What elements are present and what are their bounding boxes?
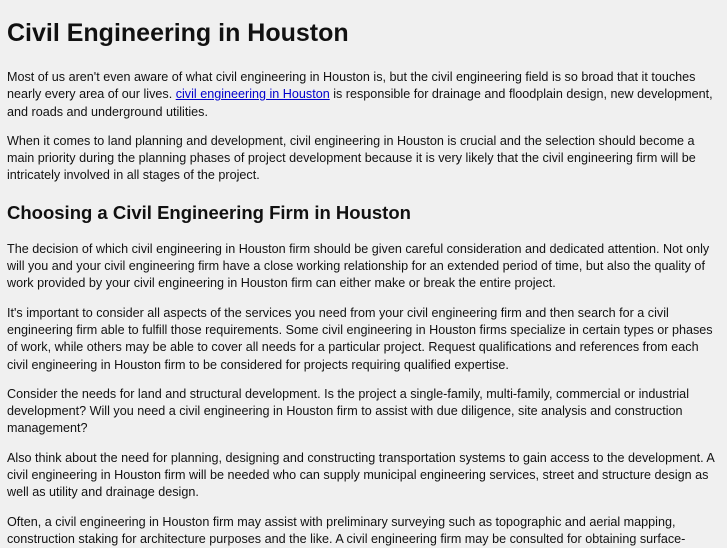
- page-title: Civil Engineering in Houston: [7, 19, 349, 47]
- intro-paragraph-1: [7, 69, 719, 121]
- intro-paragraph-2: When it comes to land planning and development, civil engineering in Houston is crucial and the selection should become a main priority during the planning phases of project development because it is very likely that the civil engineering firm will be intricately involved in all stages of the project.: [7, 133, 696, 183]
- section-paragraph-2: It's important to consider all aspects of the services you need from your civil engineering firm and then search for a civil engineering firm able to fulfill those requirements. Some civil engineering in Houston firms specialize in certain types or phases of work, while others may be able to cover all needs for a particular project. Request qualifications and references from each civil engineering in Houston firm to be considered for projects requiring qualified expertise.: [7, 305, 713, 372]
- intro-text-after-link: is responsible for drainage and floodplain design, new development, and roads and underground utilities.: [7, 87, 713, 119]
- civil-engineering-link[interactable]: civil engineering in Houston: [175, 87, 330, 102]
- section-heading: Choosing a Civil Engineering Firm in Houston: [7, 201, 411, 223]
- section-paragraph-5: Often, a civil engineering in Houston firm may assist with preliminary surveying such as topographic and aerial mapping, construction staking for architecture purposes and the like. A civil engineering firm may be consulted for obtaining surface-: [7, 514, 686, 546]
- section-paragraph-3: Consider the needs for land and structural development. Is the project a single-family, multi-family, commercial or industrial development? Will you need a civil engineering in Houston firm to assist with due diligence, site analysis and construction management?: [7, 386, 689, 436]
- section-paragraph-4: Also think about the need for planning, designing and constructing transportation systems to gain access to the development. A civil engineering in Houston firm will be needed who can supply municipal engineering services, street and structure design as well as utility and drainage design.: [7, 450, 715, 500]
- intro-text-before-link: Most of us aren't even aware of what civil engineering in Houston is, but the civil engineering field is so broad that it touches nearly every area of our lives.: [7, 70, 696, 102]
- section-paragraph-1: The decision of which civil engineering in Houston firm should be given careful consideration and dedicated attention. Not only will you and your civil engineering firm have a close working relationship for an extended period of time, but also the quality of work provided by your civil engineering in Houston firm can either make or break the entire project.: [7, 241, 710, 291]
